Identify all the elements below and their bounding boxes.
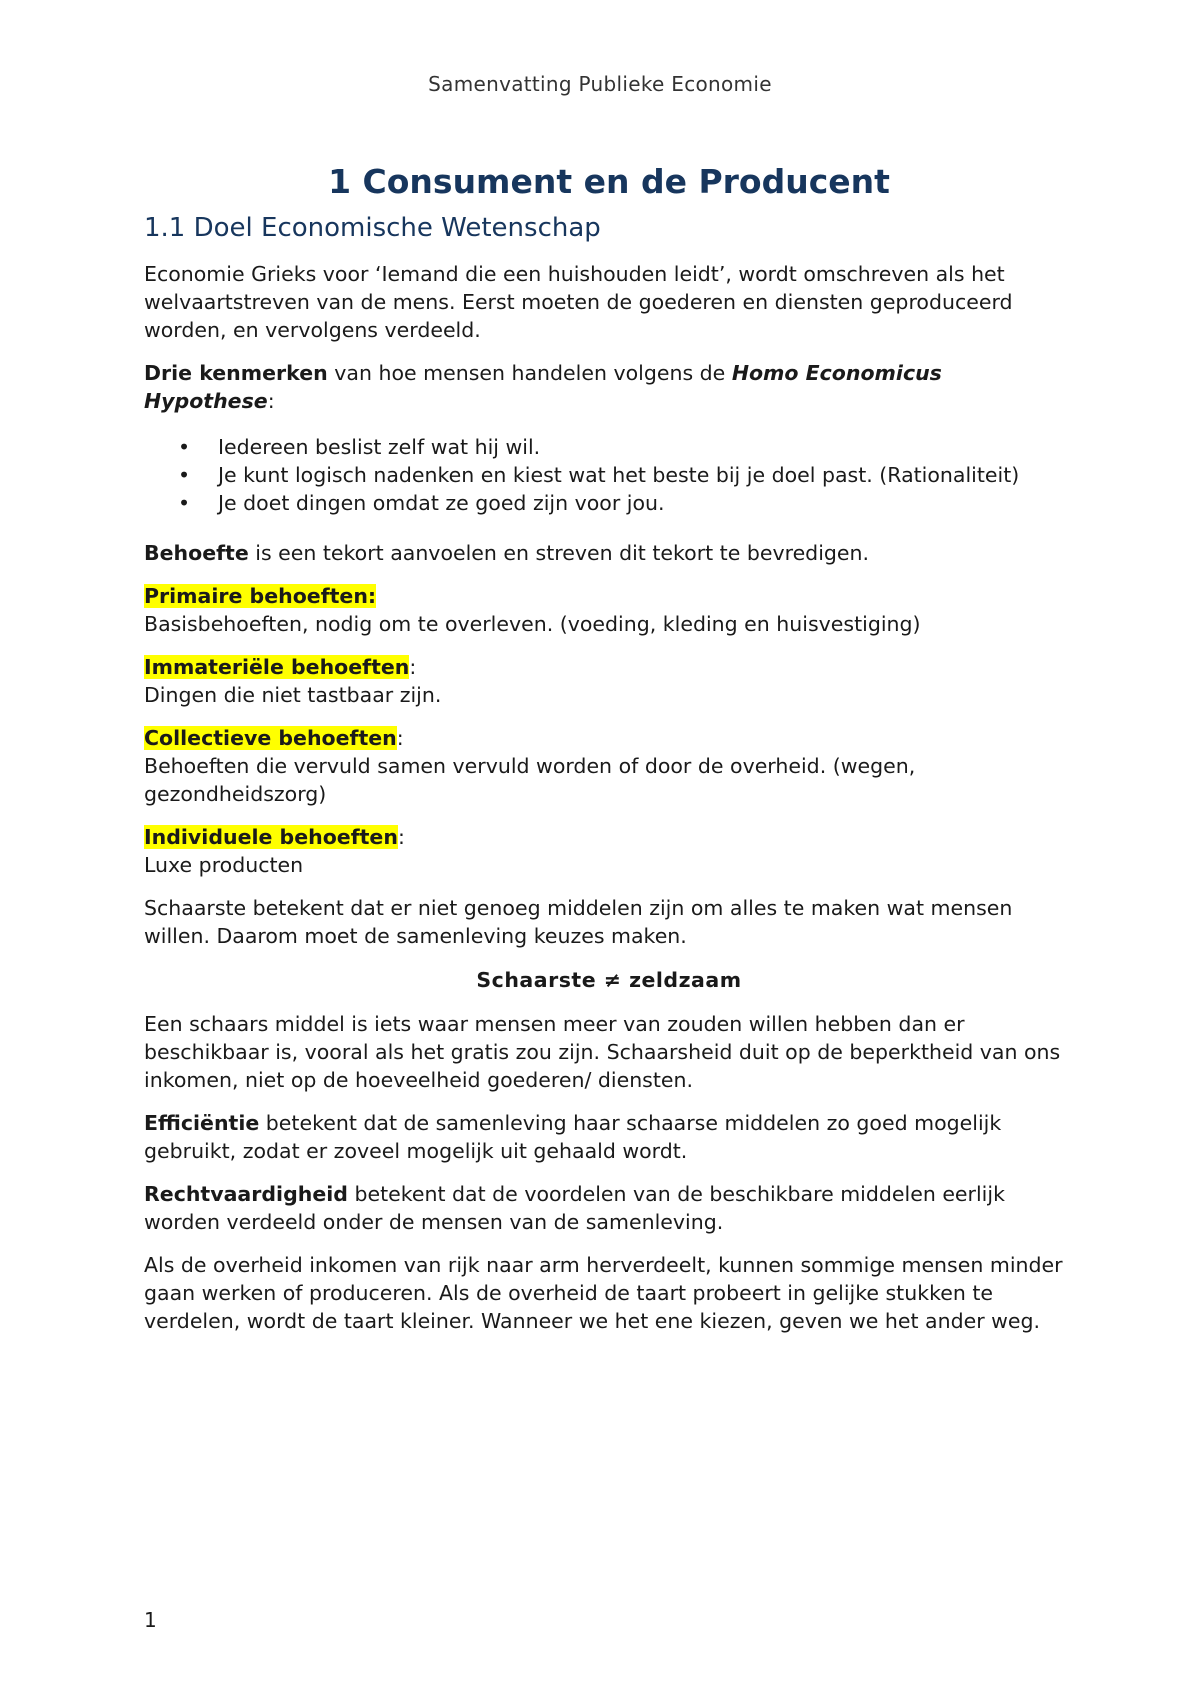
category-immateriele: Immateriële behoeften: Dingen die niet tastbaar zijn. <box>144 655 442 707</box>
list-item: • Iedereen beslist zelf wat hij wil. <box>178 435 541 459</box>
bullet-icon: • <box>178 463 191 487</box>
schaarste-statement: Schaarste ≠ zeldzaam <box>476 968 742 992</box>
kenmerken-list <box>144 433 1074 517</box>
schaarste-paragraph: Schaarste betekent dat er niet genoeg middelen zijn om alles te maken wat mensen willen. Daarom moet de samenleving keuzes maken. <box>144 896 1013 948</box>
section-title: 1.1 Doel Economische Wetenschap <box>144 213 601 243</box>
list-item: • Je kunt logisch nadenken en kiest wat het beste bij je doel past. (Rationaliteit) <box>178 463 1020 487</box>
category-description: Dingen die niet tastbaar zijn. <box>144 683 442 707</box>
highlighted-term: Individuele behoeften <box>144 825 398 849</box>
kenmerken-term: Drie kenmerken <box>144 361 328 385</box>
rechtvaardigheid-paragraph: Rechtvaardigheid betekent dat de voordelen van de beschikbare middelen eerlijk worden verdeeld onder de mensen van de samenleving. <box>144 1182 1005 1234</box>
page-content <box>144 160 1074 1350</box>
category-description: Behoeften die vervuld samen vervuld worden of door de overheid. (wegen, gezondheidszorg) <box>144 754 916 806</box>
behoefte-paragraph: Behoefte is een tekort aanvoelen en streven dit tekort te bevredigen. <box>144 541 870 565</box>
rechtvaardigheid-term: Rechtvaardigheid <box>144 1182 348 1206</box>
bullet-icon: • <box>178 435 191 459</box>
running-header: Samenvatting Publieke Economie <box>428 72 772 96</box>
category-collectieve: Collectieve behoeften: Behoeften die vervuld samen vervuld worden of door de overheid. (wegen, gezondheidszorg) <box>144 726 916 806</box>
highlighted-term: Primaire behoeften: <box>144 584 377 608</box>
category-description: Basisbehoeften, nodig om te overleven. (voeding, kleding en huisvestiging) <box>144 612 921 636</box>
homo-economicus-term: Homo Economicus Hypothese <box>144 361 942 413</box>
overheid-paragraph: Als de overheid inkomen van rijk naar arm herverdeelt, kunnen sommige mensen minder gaan werken of produceren. Als de overheid de taart probeert in gelijke stukken te verdelen, wordt de taart kleiner. Wanneer we het ene kiezen, geven we het ander weg. <box>144 1253 1063 1333</box>
category-primaire <box>144 582 1074 638</box>
chapter-title: 1 Consument en de Producent <box>328 162 890 201</box>
category-individuele: Individuele behoeften: Luxe producten <box>144 825 405 877</box>
highlighted-term: Immateriële behoeften <box>144 655 410 679</box>
efficientie-paragraph: Efficiëntie betekent dat de samenleving haar schaarse middelen zo goed mogelijk gebruikt, zodat er zoveel mogelijk uit gehaald wordt. <box>144 1111 1002 1163</box>
highlighted-term: Collectieve behoeften <box>144 726 397 750</box>
efficientie-term: Efficiëntie <box>144 1111 260 1135</box>
schaars-middel-paragraph: Een schaars middel is iets waar mensen meer van zouden willen hebben dan er beschikbaar is, vooral als het gratis zou zijn. Schaarsheid duit op de beperktheid van ons inkomen, niet op de hoeveelheid goederen/ diensten. <box>144 1012 1061 1092</box>
behoefte-term: Behoefte <box>144 541 249 565</box>
list-item: • Je doet dingen omdat ze goed zijn voor jou. <box>178 491 665 515</box>
page-number: 1 <box>144 1608 157 1632</box>
kenmerken-paragraph: Drie kenmerken van hoe mensen handelen volgens de Homo Economicus Hypothese: <box>144 361 942 413</box>
bullet-icon: • <box>178 491 191 515</box>
category-description: Luxe producten <box>144 853 304 877</box>
intro-paragraph: Economie Grieks voor ‘Iemand die een huishouden leidt’, wordt omschreven als het welvaartstreven van de mens. Eerst moeten de goederen en diensten geproduceerd worden, en vervolgens verdeeld. <box>144 262 1013 342</box>
kenmerken-text: van hoe mensen handelen volgens de <box>327 361 732 385</box>
